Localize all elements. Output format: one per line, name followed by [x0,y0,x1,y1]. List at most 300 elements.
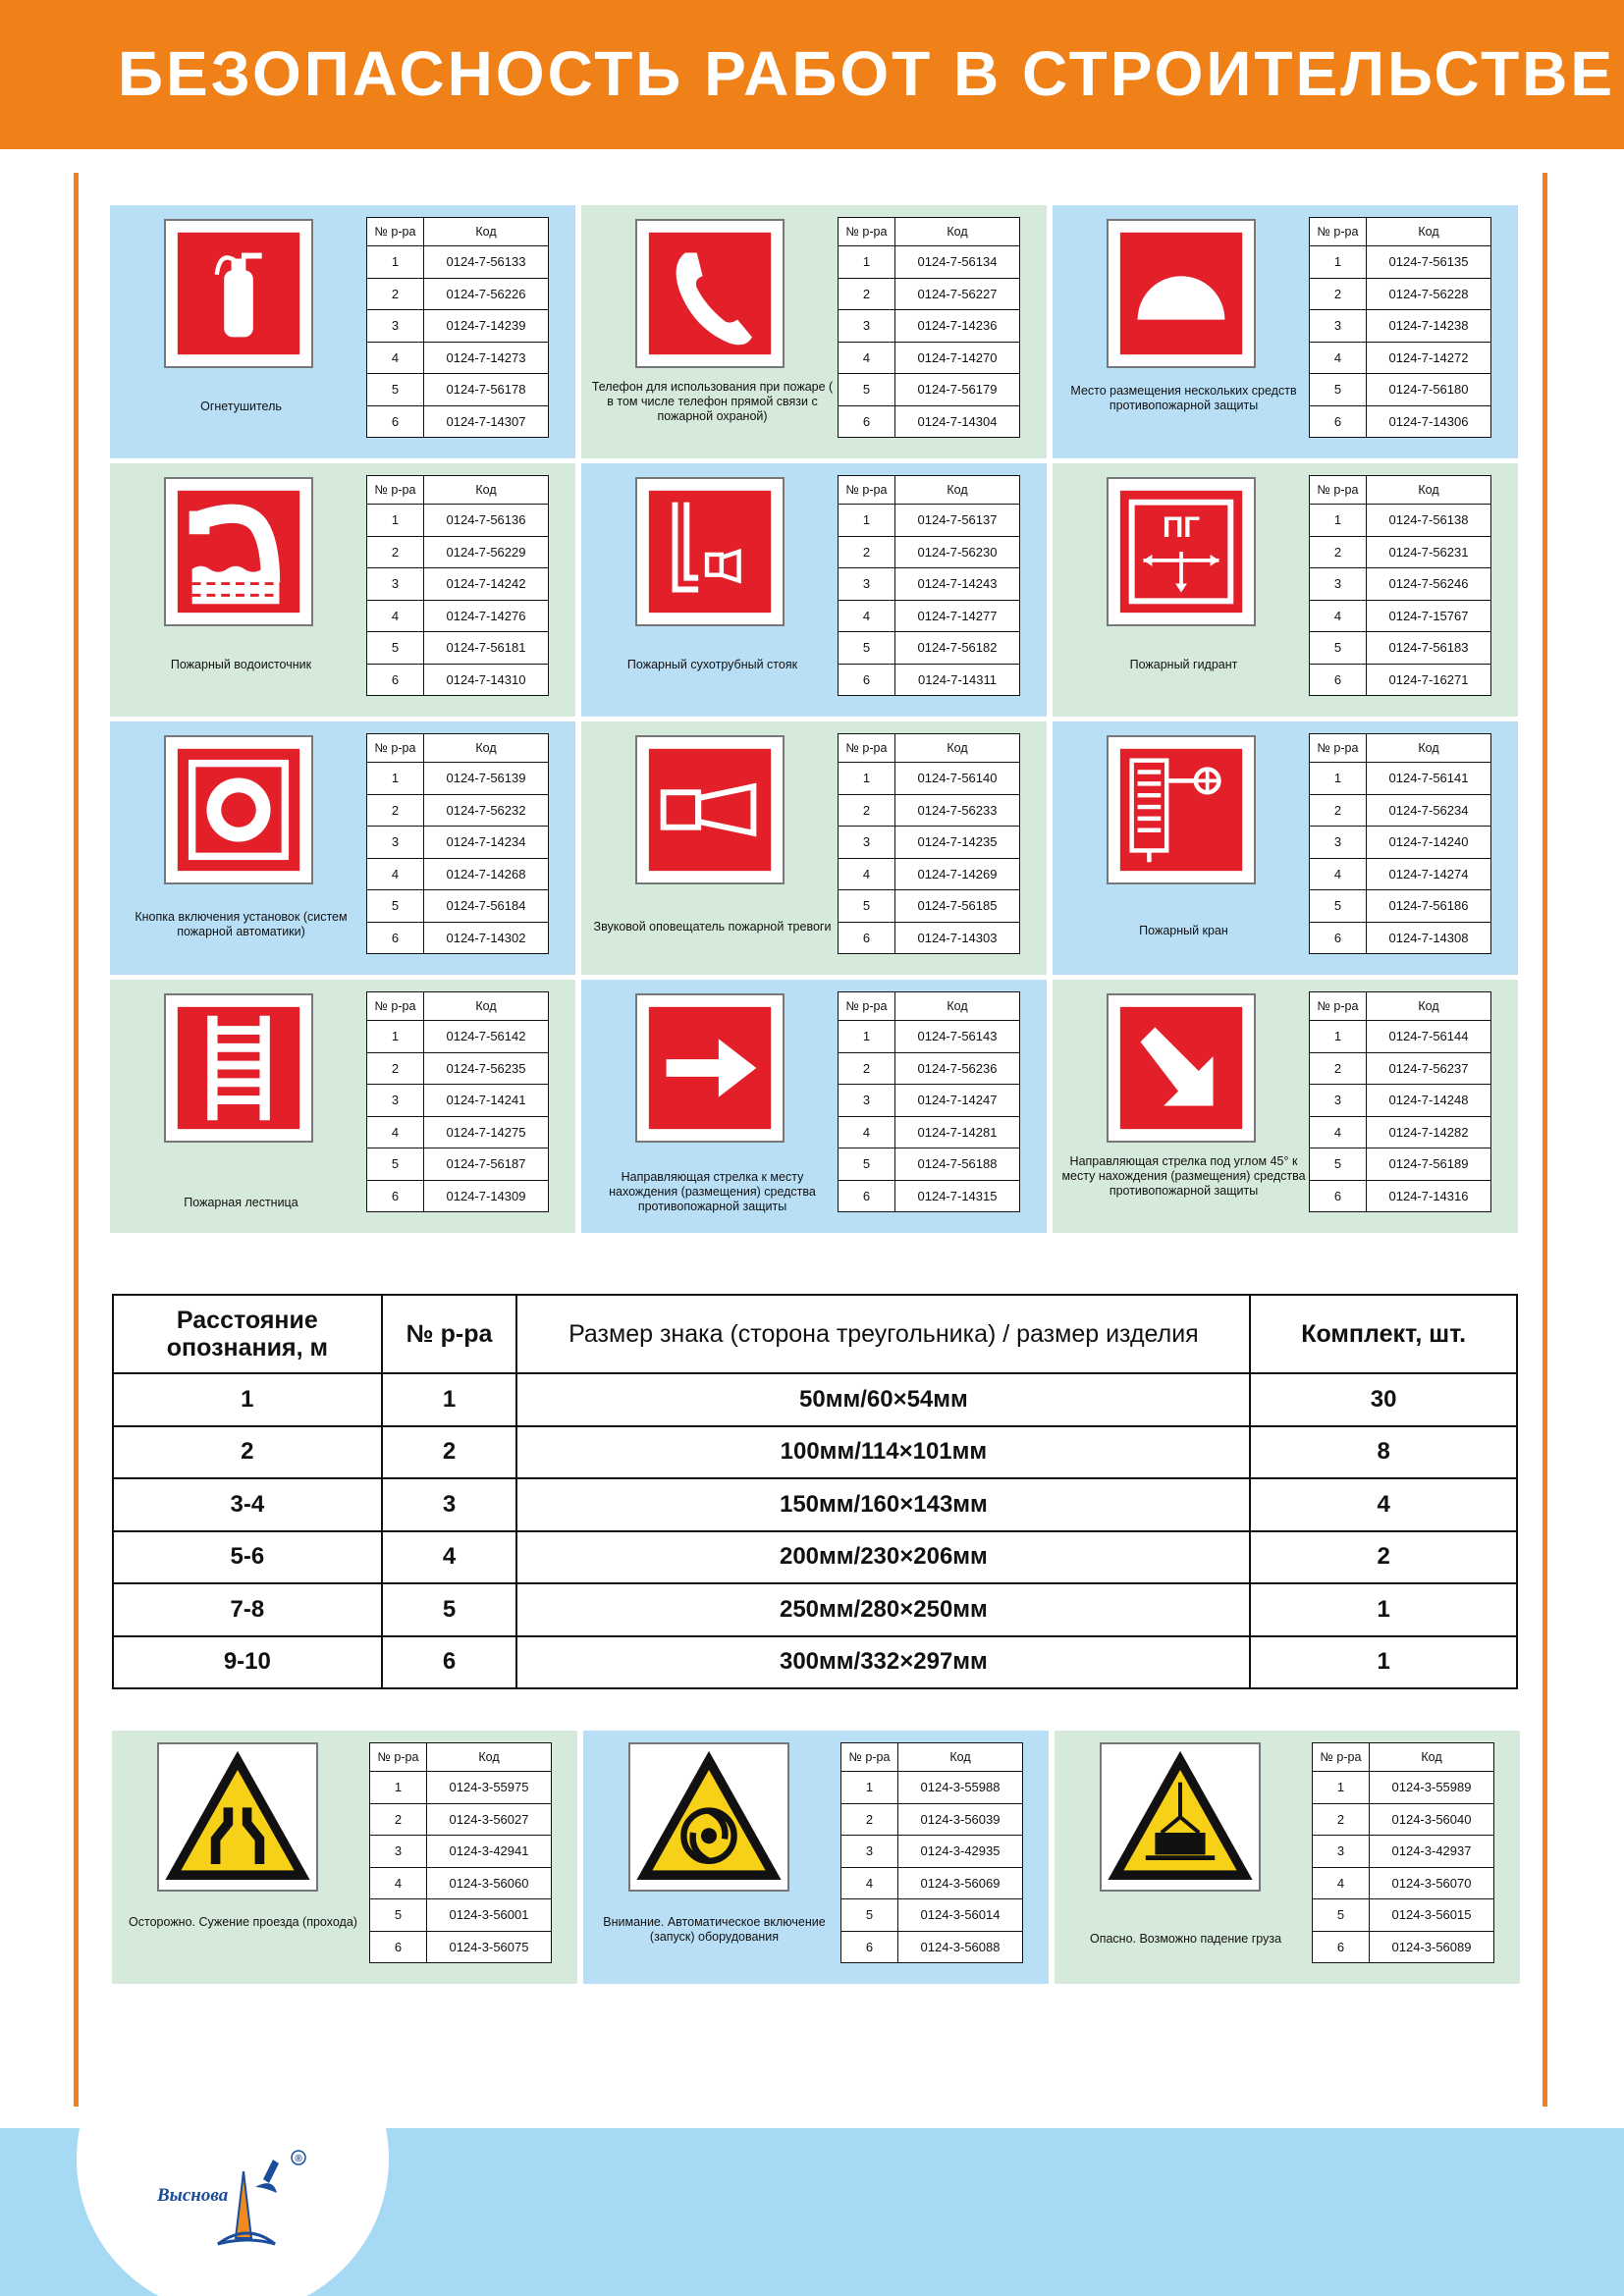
code-size-number: 1 [1310,1021,1367,1053]
code-value: 0124-7-56246 [1367,568,1491,601]
code-value: 0124-7-14315 [895,1180,1020,1212]
sign-card [1053,980,1518,1233]
sign-caption: Звуковой оповещатель пожарной тревоги [593,920,832,934]
code-table [838,475,1020,696]
sign-card [581,980,1047,1233]
fire-extinguisher-icon [164,219,313,368]
code-table [1309,991,1491,1212]
code-size-number: 1 [1313,1772,1370,1804]
code-table-row [370,1931,552,1963]
code-table-row [839,827,1020,859]
sign-card [1053,205,1518,458]
code-value: 0124-7-56140 [895,763,1020,795]
code-size-number: 1 [1310,246,1367,279]
code-table-row [367,1116,549,1148]
code-value: 0124-7-56227 [895,278,1020,310]
code-table [1309,733,1491,954]
code-table [369,1742,552,1963]
code-table-row [367,536,549,568]
code-value: 0124-7-14316 [1367,1180,1491,1212]
code-value: 0124-7-14277 [895,600,1020,632]
code-value: 0124-3-56040 [1370,1803,1494,1836]
code-value: 0124-7-56188 [895,1148,1020,1181]
code-table-row [839,405,1020,438]
code-table-header-num: № р-ра [367,734,424,763]
code-table-row [1313,1899,1494,1932]
code-size-number: 4 [367,858,424,890]
code-size-number: 6 [1310,922,1367,954]
code-size-number: 3 [367,827,424,859]
code-table-row [839,664,1020,696]
code-value: 0124-7-56187 [424,1148,549,1181]
code-table-row [367,374,549,406]
code-table-header-num: № р-ра [839,218,895,246]
code-table-row [367,405,549,438]
code-value: 0124-7-56181 [424,632,549,665]
size-cell-dimensions: 100мм/114×101мм [516,1426,1250,1479]
code-table-header-num: № р-ра [367,476,424,505]
code-size-number: 4 [839,342,895,374]
code-size-number: 4 [367,342,424,374]
code-table-header-num: № р-ра [1310,992,1367,1021]
code-table-header-row [1310,218,1491,246]
code-size-number: 6 [367,664,424,696]
code-value: 0124-3-56060 [427,1867,552,1899]
code-table-header-row [1310,476,1491,505]
code-size-number: 1 [367,505,424,537]
code-table-row [839,763,1020,795]
code-table-header-row [1313,1743,1494,1772]
code-size-number: 3 [1310,1085,1367,1117]
code-table-row [367,342,549,374]
sign-caption: Опасно. Возможно падение груза [1089,1932,1282,1946]
code-value: 0124-7-56178 [424,374,549,406]
fire-hydrant-icon [1107,477,1256,626]
sign-caption: Пожарный кран [1139,924,1228,937]
size-table-header-dimensions: Размер знака (сторона треугольника) / размер изделия [516,1295,1250,1373]
code-table-header-code: Код [1367,992,1491,1021]
code-table-row [839,632,1020,665]
size-table-row [113,1636,1517,1689]
code-table-row [367,1180,549,1212]
code-value: 0124-7-14309 [424,1180,549,1212]
code-table-row [1313,1772,1494,1804]
code-table-header-row [841,1743,1023,1772]
code-size-number: 5 [367,632,424,665]
size-cell-size-number: 3 [382,1478,517,1531]
code-table-header-row [1310,734,1491,763]
code-size-number: 6 [1310,664,1367,696]
code-table-header-num: № р-ра [367,218,424,246]
dry-riser-icon [635,477,785,626]
code-table [366,991,549,1212]
code-table-row [1310,763,1491,795]
code-value: 0124-7-14276 [424,600,549,632]
sign-caption: Направляющая стрелка под углом 45° к месту нахождения (размещения) средства противопожарной защиты [1061,1154,1306,1198]
code-value: 0124-3-56089 [1370,1931,1494,1963]
code-size-number: 1 [370,1772,427,1804]
code-size-number: 4 [1310,600,1367,632]
code-table-row [367,246,549,279]
code-size-number: 2 [367,536,424,568]
code-value: 0124-7-14235 [895,827,1020,859]
size-table-row [113,1426,1517,1479]
left-border-line [74,173,79,2107]
code-size-number: 4 [1310,342,1367,374]
code-value: 0124-7-14307 [424,405,549,438]
size-cell-dimensions: 150мм/160×143мм [516,1478,1250,1531]
code-table-row [1310,827,1491,859]
code-size-number: 5 [1310,1148,1367,1181]
size-cell-dimensions: 200мм/230×206мм [516,1531,1250,1584]
code-table-row [1310,536,1491,568]
code-size-number: 5 [839,890,895,923]
code-size-number: 1 [367,1021,424,1053]
code-table-header-num: № р-ра [1310,734,1367,763]
code-size-number: 1 [839,1021,895,1053]
code-table-row [839,1052,1020,1085]
code-value: 0124-7-14238 [1367,310,1491,343]
code-value: 0124-3-56001 [427,1899,552,1932]
code-size-number: 6 [370,1931,427,1963]
code-value: 0124-7-56235 [424,1052,549,1085]
code-table-header-code: Код [1367,476,1491,505]
code-value: 0124-7-14239 [424,310,549,343]
code-value: 0124-7-14270 [895,342,1020,374]
code-value: 0124-7-56133 [424,246,549,279]
sign-caption: Огнетушитель [200,400,282,413]
code-table-header-code: Код [1367,218,1491,246]
code-value: 0124-7-56231 [1367,536,1491,568]
code-size-number: 6 [1310,1180,1367,1212]
code-value: 0124-7-56183 [1367,632,1491,665]
code-size-number: 5 [367,890,424,923]
code-value: 0124-3-56014 [898,1899,1023,1932]
code-table-header-row [370,1743,552,1772]
code-table-row [839,1085,1020,1117]
code-table-row [839,794,1020,827]
code-table-row [1313,1836,1494,1868]
size-table-row [113,1478,1517,1531]
code-size-number: 3 [1310,827,1367,859]
code-table-row [367,1148,549,1181]
code-table-header-code: Код [1367,734,1491,763]
code-table-row [1310,632,1491,665]
code-value: 0124-7-56141 [1367,763,1491,795]
page-title: БЕЗОПАСНОСТЬ РАБОТ В СТРОИТЕЛЬСТВЕ [118,38,1616,109]
size-table-row [113,1583,1517,1636]
code-table-header-row [367,734,549,763]
size-cell-size-number: 5 [382,1583,517,1636]
code-table [840,1742,1023,1963]
code-size-number: 2 [1313,1803,1370,1836]
svg-text:ПГ: ПГ [1162,511,1201,545]
code-table-row [841,1867,1023,1899]
code-size-number: 3 [841,1836,898,1868]
code-table-row [839,858,1020,890]
code-value: 0124-7-56143 [895,1021,1020,1053]
code-size-number: 5 [841,1899,898,1932]
sign-caption: Пожарный сухотрубный стояк [626,658,798,671]
code-table-header-code: Код [424,734,549,763]
code-table-row [1310,858,1491,890]
sign-card [581,205,1047,458]
code-size-number: 4 [1310,858,1367,890]
size-cell-size-number: 6 [382,1636,517,1689]
code-value: 0124-7-14236 [895,310,1020,343]
sign-caption: Кнопка включения установок (систем пожарной автоматики) [135,910,348,938]
code-table-row [1310,664,1491,696]
size-table-header-size-num: № р-ра [382,1295,517,1373]
code-size-number: 1 [367,246,424,279]
code-table-header-num: № р-ра [1310,476,1367,505]
code-size-number: 4 [1313,1867,1370,1899]
code-table-row [839,310,1020,343]
code-table-row [1310,794,1491,827]
code-table-row [1310,310,1491,343]
header-bar [0,0,1624,149]
code-size-number: 1 [1310,763,1367,795]
code-table-row [839,568,1020,601]
size-table-header-distance: Расстояние опознания, м [113,1295,382,1373]
code-size-number: 1 [841,1772,898,1804]
code-table-row [1310,1085,1491,1117]
size-cell-dimensions: 50мм/60×54мм [516,1373,1250,1426]
code-table-row [1310,1052,1491,1085]
code-table-row [839,1021,1020,1053]
code-size-number: 5 [839,374,895,406]
code-table-row [841,1836,1023,1868]
sign-card [1053,463,1518,717]
code-table-row [1310,374,1491,406]
size-cell-dimensions: 250мм/280×250мм [516,1583,1250,1636]
code-value: 0124-3-55989 [1370,1772,1494,1804]
code-table-row [1310,405,1491,438]
code-value: 0124-7-56233 [895,794,1020,827]
code-table-row [839,600,1020,632]
code-size-number: 2 [1310,536,1367,568]
code-value: 0124-3-56075 [427,1931,552,1963]
size-table-row [113,1531,1517,1584]
code-table-header-code: Код [424,992,549,1021]
code-table-header-num: № р-ра [370,1743,427,1772]
code-table-row [841,1772,1023,1804]
code-value: 0124-7-14234 [424,827,549,859]
code-value: 0124-7-56144 [1367,1021,1491,1053]
sign-card [112,1731,577,1984]
right-border-line [1543,173,1547,2107]
code-table-header-code: Код [895,218,1020,246]
code-table-header-row [839,218,1020,246]
code-table-row [367,568,549,601]
code-table-header-code: Код [1370,1743,1494,1772]
code-table [838,991,1020,1212]
code-size-number: 5 [370,1899,427,1932]
size-cell-set-count: 30 [1250,1373,1517,1426]
code-value: 0124-7-14282 [1367,1116,1491,1148]
code-value: 0124-7-14281 [895,1116,1020,1148]
code-table-row [367,1052,549,1085]
size-cell-set-count: 4 [1250,1478,1517,1531]
code-value: 0124-7-56185 [895,890,1020,923]
code-table-row [1310,342,1491,374]
code-table [366,217,549,438]
code-table [366,733,549,954]
sign-caption: Пожарный гидрант [1129,658,1238,671]
falling-load-warning-icon [1100,1742,1261,1892]
code-value: 0124-7-56180 [1367,374,1491,406]
code-table-header-code: Код [895,476,1020,505]
size-table [112,1294,1518,1689]
sign-caption: Телефон для использования при пожаре ( в том числе телефон прямой связи с пожарной охраной) [591,380,834,423]
code-size-number: 2 [367,278,424,310]
sign-card [583,1731,1049,1984]
code-size-number: 5 [1310,632,1367,665]
code-table-row [367,890,549,923]
code-size-number: 1 [839,246,895,279]
code-size-number: 2 [841,1803,898,1836]
sign-card [110,721,575,975]
code-table-header-row [367,992,549,1021]
code-table-header-code: Код [898,1743,1023,1772]
code-value: 0124-3-42941 [427,1836,552,1868]
sign-card [1053,721,1518,975]
code-table-row [839,1148,1020,1181]
code-size-number: 2 [367,794,424,827]
code-table-row [1313,1867,1494,1899]
code-table [838,217,1020,438]
code-table-row [367,632,549,665]
code-size-number: 3 [839,568,895,601]
code-size-number: 5 [1310,890,1367,923]
code-value: 0124-7-56234 [1367,794,1491,827]
fire-alarm-sounder-icon [635,735,785,884]
code-size-number: 2 [839,278,895,310]
code-size-number: 2 [839,794,895,827]
code-value: 0124-7-14272 [1367,342,1491,374]
code-table [838,733,1020,954]
code-table-row [1310,922,1491,954]
code-value: 0124-7-14243 [895,568,1020,601]
code-table-header-num: № р-ра [839,734,895,763]
code-size-number: 4 [839,858,895,890]
code-size-number: 3 [367,568,424,601]
code-table-row [839,278,1020,310]
code-value: 0124-7-14248 [1367,1085,1491,1117]
code-size-number: 6 [839,922,895,954]
sign-caption: Пожарная лестница [184,1196,298,1209]
code-size-number: 5 [1313,1899,1370,1932]
fire-water-source-icon [164,477,313,626]
sign-caption: Внимание. Автоматическое включение (запуск) оборудования [603,1915,826,1944]
code-table-header-num: № р-ра [1313,1743,1370,1772]
code-value: 0124-3-56039 [898,1803,1023,1836]
code-value: 0124-7-56237 [1367,1052,1491,1085]
code-table-row [367,922,549,954]
sign-card [1055,1731,1520,1984]
fire-signs-grid [110,205,1520,1230]
code-table-header-row [367,476,549,505]
code-table-row [367,794,549,827]
code-size-number: 6 [841,1931,898,1963]
code-table-row [370,1803,552,1836]
code-value: 0124-7-56134 [895,246,1020,279]
code-value: 0124-7-56236 [895,1052,1020,1085]
code-table-row [841,1803,1023,1836]
size-cell-recognition-distance: 3-4 [113,1478,382,1531]
sign-card [110,463,575,717]
code-table-row [841,1899,1023,1932]
code-size-number: 1 [367,763,424,795]
code-table-header-num: № р-ра [839,992,895,1021]
code-size-number: 2 [839,536,895,568]
code-table [366,475,549,696]
code-value: 0124-7-14268 [424,858,549,890]
code-value: 0124-3-56070 [1370,1867,1494,1899]
sign-card [581,721,1047,975]
code-size-number: 3 [1310,310,1367,343]
code-size-number: 4 [370,1867,427,1899]
code-table-row [839,1180,1020,1212]
code-value: 0124-7-14306 [1367,405,1491,438]
code-value: 0124-7-14302 [424,922,549,954]
code-table-row [1310,568,1491,601]
fire-equipment-location-icon [1107,219,1256,368]
sign-caption: Осторожно. Сужение проезда (прохода) [129,1915,357,1929]
code-value: 0124-7-56135 [1367,246,1491,279]
code-size-number: 4 [1310,1116,1367,1148]
code-table-row [839,890,1020,923]
code-table-row [367,858,549,890]
code-value: 0124-7-14304 [895,405,1020,438]
code-size-number: 4 [839,600,895,632]
code-table-row [370,1867,552,1899]
code-value: 0124-7-56184 [424,890,549,923]
code-size-number: 6 [839,664,895,696]
code-value: 0124-3-42937 [1370,1836,1494,1868]
size-cell-recognition-distance: 1 [113,1373,382,1426]
code-size-number: 1 [1310,505,1367,537]
code-value: 0124-7-56226 [424,278,549,310]
code-table-header-num: № р-ра [1310,218,1367,246]
code-size-number: 3 [367,1085,424,1117]
code-size-number: 3 [1313,1836,1370,1868]
code-table-row [839,536,1020,568]
code-value: 0124-3-56088 [898,1931,1023,1963]
registered-mark: ® [295,2154,302,2164]
code-value: 0124-7-14310 [424,664,549,696]
size-table-row [113,1373,1517,1426]
code-value: 0124-7-56182 [895,632,1020,665]
sign-card [110,205,575,458]
code-table-header-row [839,476,1020,505]
code-size-number: 2 [1310,794,1367,827]
code-size-number: 4 [839,1116,895,1148]
code-size-number: 5 [839,1148,895,1181]
sign-caption: Пожарный водоисточник [170,658,312,671]
code-size-number: 2 [367,1052,424,1085]
code-table-row [370,1836,552,1868]
code-value: 0124-3-55988 [898,1772,1023,1804]
code-size-number: 6 [367,405,424,438]
code-size-number: 6 [1310,405,1367,438]
automatic-start-warning-icon [628,1742,789,1892]
code-table-row [367,763,549,795]
code-size-number: 4 [841,1867,898,1899]
code-size-number: 3 [370,1836,427,1868]
code-table-row [1310,246,1491,279]
sign-card [110,980,575,1233]
